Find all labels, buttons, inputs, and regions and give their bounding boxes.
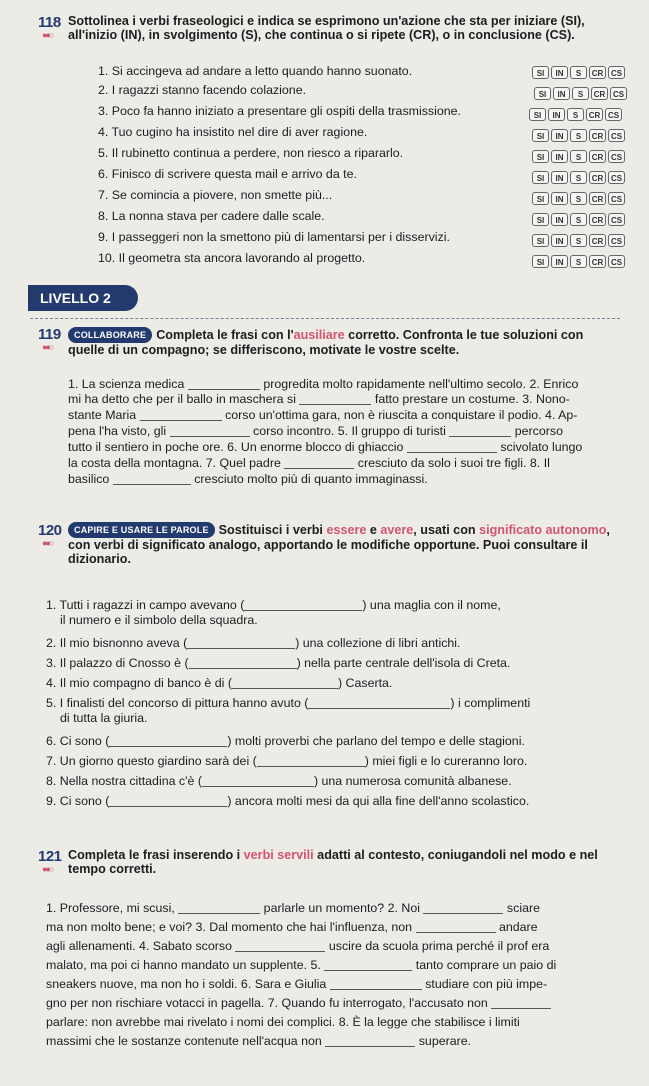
option-s[interactable]: S (572, 87, 589, 100)
option-in[interactable]: IN (551, 192, 568, 205)
exercise-118-instructions (68, 14, 643, 42)
ex118-item-2: 2. I ragazzi stanno facendo colazione. (98, 83, 307, 97)
answer-blank[interactable] (109, 735, 227, 747)
text: ) i complimenti (450, 696, 531, 710)
answer-blank[interactable] (324, 959, 412, 971)
text: 8. Nella nostra cittadina c'è ( (46, 774, 202, 788)
text: ) una collezione di libri antichi. (295, 636, 461, 650)
ex119-line-3 (68, 408, 577, 422)
exercise-120-number: 120 (38, 522, 62, 539)
ex118-item-3: 3. Poco fa hanno iniziato a presentare gli ospiti della trasmissione. (98, 104, 461, 118)
instr-text: corretto. Confronta le tue soluzioni con (344, 328, 584, 342)
text: andare (498, 920, 538, 934)
text: tutto il sentiero in poche ore. 6. Un enorme blocco di ghiaccio (68, 440, 404, 454)
ex120-item-5 (46, 696, 530, 710)
answer-options-row (532, 129, 625, 142)
text: uscire da scuola prima perché il prof era (328, 939, 550, 953)
text: fatto prestare un costume. 3. Nono- (374, 392, 570, 406)
answer-blank[interactable] (113, 473, 191, 485)
answer-options-row (534, 87, 627, 100)
ex118-item-9: 9. I passeggeri non la smettono più di lamentarsi per i disservizi. (98, 230, 450, 244)
instr-text: Completa le frasi con l' (156, 328, 294, 342)
ex119-line-2 (68, 392, 570, 406)
option-s[interactable]: S (570, 150, 587, 163)
option-cr[interactable]: CR (589, 192, 606, 205)
option-cs[interactable]: CS (610, 87, 627, 100)
option-cr[interactable]: CR (589, 66, 606, 79)
answer-blank[interactable] (449, 425, 511, 437)
ex118-item-8: 8. La nonna stava per cadere dalle scale. (98, 209, 325, 223)
text: mi ha detto che per il ballo in maschera si (68, 392, 296, 406)
ex118-item-4: 4. Tuo cugino ha insistito nel dire di aver ragione. (98, 125, 368, 139)
text: pena l'ha visto, gli (68, 424, 167, 438)
instr-text: adatti al contesto, coniugandoli nel modo e nel (313, 848, 598, 862)
answer-options-row (532, 171, 625, 184)
text: 2. Il mio bisnonno aveva ( (46, 636, 188, 650)
ex119-line-1 (68, 377, 578, 391)
text: ) una maglia con il nome, (362, 598, 501, 612)
vocabulary-tag: CAPIRE E USARE LE PAROLE (68, 522, 215, 538)
text: stante Maria (68, 408, 137, 422)
answer-options-row (532, 255, 625, 268)
ex119-line-5 (68, 440, 582, 454)
instr-text: , usati con (413, 523, 480, 537)
instruction-line: quelle di un compagno; se differiscono, motivate le vostre scelte. (68, 343, 460, 357)
option-cr[interactable]: CR (586, 108, 603, 121)
text: 9. Ci sono ( (46, 794, 110, 808)
option-s[interactable]: S (570, 129, 587, 142)
option-s[interactable]: S (570, 213, 587, 226)
text: ) ancora molti mesi da qui alla fine dell'anno scolastico. (227, 794, 530, 808)
option-s[interactable]: S (570, 171, 587, 184)
ex119-line-4 (68, 424, 563, 438)
text: massimi che le sostanze contenute nell'acqua non (46, 1034, 322, 1048)
collaborare-tag: COLLABORARE (68, 327, 152, 343)
ex120-item-5-cont: di tutta la giuria. (60, 711, 148, 725)
answer-blank[interactable] (178, 902, 260, 914)
answer-blank[interactable] (325, 1035, 415, 1047)
text: cresciuto da solo i suoi tre figli. 8. Il (357, 456, 550, 470)
option-cs[interactable]: CS (608, 255, 625, 268)
text: 1. La scienza medica (68, 377, 185, 391)
ex120-item-1 (46, 598, 501, 612)
instr-text: e (366, 523, 381, 537)
option-in[interactable]: IN (553, 87, 570, 100)
text: ) Caserta. (337, 676, 393, 690)
highlight-word: avere (380, 523, 414, 537)
text: agli allenamenti. 4. Sabato scorso (46, 939, 232, 953)
option-in[interactable]: IN (551, 234, 568, 247)
text: parlarle un momento? 2. Noi (263, 901, 421, 915)
text: scivolato lungo (500, 440, 583, 454)
answer-blank[interactable] (407, 441, 497, 453)
option-s[interactable]: S (570, 255, 587, 268)
ex121-line-8 (46, 1034, 471, 1048)
instr-text: Sostituisci i verbi (218, 523, 327, 537)
instr-text: , (606, 523, 610, 537)
answer-options-row (532, 192, 625, 205)
answer-blank[interactable] (170, 425, 250, 437)
text: 7. Un giorno questo giardino sarà dei ( (46, 754, 257, 768)
answer-options-row (532, 150, 625, 163)
instruction-line (68, 848, 643, 862)
answer-blank[interactable] (284, 457, 354, 469)
option-s[interactable]: S (570, 234, 587, 247)
ex121-line-5 (46, 977, 547, 991)
instruction-line: Sottolinea i verbi fraseologici e indica se esprimono un'azione che sta per iniziare (SI), (68, 14, 585, 28)
ex121-line-3 (46, 939, 549, 953)
option-cs[interactable]: CS (608, 150, 625, 163)
highlight-word: ausiliare (293, 328, 345, 342)
ex120-item-4 (46, 676, 392, 690)
option-si[interactable]: SI (532, 192, 549, 205)
text: ) miei figli e lo cureranno loro. (364, 754, 528, 768)
text: progredita molto rapidamente nell'ultimo secolo. 2. Enrico (263, 377, 579, 391)
ex120-item-8 (46, 774, 512, 788)
option-si[interactable]: SI (532, 150, 549, 163)
instruction-line: all'inizio (IN), in svolgimento (S), che continua o si ripete (CR), o in conclusione (CS). (68, 28, 575, 42)
option-si[interactable]: SI (532, 66, 549, 79)
text: 6. Ci sono ( (46, 734, 110, 748)
answer-options-row (532, 66, 625, 79)
option-cs[interactable]: CS (608, 171, 625, 184)
ex121-line-2 (46, 920, 538, 934)
answer-blank[interactable] (202, 775, 314, 787)
text: basilico (68, 472, 110, 486)
ex119-line-6 (68, 456, 550, 470)
difficulty-dots-icon: ●●○ (42, 30, 53, 40)
answer-blank[interactable] (235, 940, 325, 952)
ex118-item-6: 6. Finisco di scrivere questa mail e arrivo da te. (98, 167, 357, 181)
exercise-120-instructions (68, 522, 643, 566)
answer-blank[interactable] (244, 599, 362, 611)
difficulty-dots-icon: ●●○ (42, 342, 53, 352)
option-cr[interactable]: CR (589, 213, 606, 226)
option-cs[interactable]: CS (608, 213, 625, 226)
text: studiare con più impe- (425, 977, 548, 991)
instr-text: Completa le frasi inserendo i (68, 848, 244, 862)
text: ) molti proverbi che parlano del tempo e delle stagioni. (227, 734, 525, 748)
exercise-118-number: 118 (38, 14, 61, 31)
option-in[interactable]: IN (551, 171, 568, 184)
ex118-item-7: 7. Se comincia a piovere, non smette più... (98, 188, 333, 202)
option-si[interactable]: SI (532, 255, 549, 268)
ex120-item-2 (46, 636, 461, 650)
option-s[interactable]: S (570, 66, 587, 79)
ex118-item-5: 5. Il rubinetto continua a perdere, non riesco a ripararlo. (98, 146, 404, 160)
option-in[interactable]: IN (548, 108, 565, 121)
exercise-119-number: 119 (38, 326, 61, 343)
instruction-line (68, 327, 643, 343)
option-in[interactable]: IN (551, 129, 568, 142)
text: gno per non rischiare votacci in pagella. 7. Quando fu interrogato, l'accusato non (46, 996, 488, 1010)
instruction-line: con verbi di significato analogo, apportando le modifiche opportune. Puoi consultare il (68, 538, 588, 552)
ex119-line-7 (68, 472, 428, 486)
option-cs[interactable]: CS (608, 129, 625, 142)
answer-blank[interactable] (491, 997, 551, 1009)
text: 3. Il palazzo di Cnosso è ( (46, 656, 189, 670)
exercise-119-instructions (68, 327, 643, 357)
text: 5. I finalisti del concorso di pittura hanno avuto ( (46, 696, 309, 710)
answer-blank[interactable] (308, 697, 450, 709)
section-divider (30, 318, 620, 319)
exercise-121-instructions (68, 848, 643, 876)
option-in[interactable]: IN (551, 150, 568, 163)
ex120-item-9 (46, 794, 529, 808)
ex120-item-6 (46, 734, 525, 748)
option-cs[interactable]: CS (608, 192, 625, 205)
ex121-line-4 (46, 958, 556, 972)
option-si[interactable]: SI (532, 129, 549, 142)
option-cs[interactable]: CS (608, 234, 625, 247)
answer-options-row (532, 213, 625, 226)
text: superare. (418, 1034, 472, 1048)
ex120-item-1-cont: il numero e il simbolo della squadra. (60, 613, 258, 627)
ex120-item-3 (46, 656, 510, 670)
text: percorso (514, 424, 563, 438)
text: ) nella parte centrale dell'isola di Creta. (296, 656, 511, 670)
option-s[interactable]: S (567, 108, 584, 121)
text: cresciuto molto più di quanto immaginassi. (194, 472, 428, 486)
option-cr[interactable]: CR (589, 234, 606, 247)
difficulty-dots-icon: ●●○ (42, 864, 53, 874)
answer-blank[interactable] (188, 378, 260, 390)
instruction-line (68, 522, 643, 538)
option-si[interactable]: SI (532, 213, 549, 226)
text: 1. Professore, mi scusi, (46, 901, 175, 915)
text: la costa della montagna. 7. Quel padre (68, 456, 281, 470)
difficulty-dots-icon: ●●○ (42, 538, 53, 548)
option-cr[interactable]: CR (589, 255, 606, 268)
text: 4. Il mio compagno di banco è di ( (46, 676, 232, 690)
text: tanto comprare un paio di (415, 958, 557, 972)
option-in[interactable]: IN (551, 66, 568, 79)
text: ma non molto bene; e voi? 3. Dal momento che hai l'influenza, non (46, 920, 413, 934)
option-cr[interactable]: CR (589, 129, 606, 142)
ex118-item-1: 1. Si accingeva ad andare a letto quando hanno suonato. (98, 64, 413, 78)
ex120-item-7 (46, 754, 527, 768)
option-in[interactable]: IN (551, 255, 568, 268)
answer-blank[interactable] (140, 409, 222, 421)
answer-blank[interactable] (189, 657, 297, 669)
ex121-line-6 (46, 996, 551, 1010)
ex121-line-7: parlare: non avrebbe mai rivelato i nomi dei complici. 8. È la legge che stabilisce i limiti (46, 1015, 520, 1029)
answer-blank[interactable] (299, 393, 371, 405)
option-si[interactable]: SI (532, 171, 549, 184)
text: sneakers nuove, ma non ho i soldi. 6. Sara e Giulia (46, 977, 327, 991)
answer-blank[interactable] (257, 755, 365, 767)
option-cs[interactable]: CS (608, 66, 625, 79)
text: corso incontro. 5. Il gruppo di turisti (253, 424, 446, 438)
answer-blank[interactable] (423, 902, 503, 914)
text: ) una numerosa comunità albanese. (313, 774, 512, 788)
instruction-line: tempo corretti. (68, 862, 157, 876)
text: malato, ma poi ci hanno mandato un supplente. 5. (46, 958, 321, 972)
option-si[interactable]: SI (532, 234, 549, 247)
answer-blank[interactable] (109, 795, 227, 807)
text: 1. Tutti i ragazzi in campo avevano ( (46, 598, 245, 612)
answer-options-row (529, 108, 622, 121)
answer-options-row (532, 234, 625, 247)
option-cr[interactable]: CR (589, 150, 606, 163)
ex118-item-10: 10. Il geometra sta ancora lavorando al progetto. (98, 251, 366, 265)
highlight-word: verbi servili (243, 848, 314, 862)
level-banner: LIVELLO 2 (28, 285, 138, 311)
option-cr[interactable]: CR (591, 87, 608, 100)
option-in[interactable]: IN (551, 213, 568, 226)
option-cr[interactable]: CR (589, 171, 606, 184)
option-cs[interactable]: CS (605, 108, 622, 121)
option-s[interactable]: S (570, 192, 587, 205)
highlight-word: essere (326, 523, 367, 537)
option-si[interactable]: SI (534, 87, 551, 100)
answer-blank[interactable] (232, 677, 338, 689)
answer-blank[interactable] (187, 637, 295, 649)
text: corso un'ottima gara, non è riuscita a conquistare il podio. 4. Ap- (225, 408, 578, 422)
answer-blank[interactable] (330, 978, 422, 990)
exercise-121-number: 121 (38, 848, 62, 865)
highlight-word: significato autonomo (479, 523, 607, 537)
answer-blank[interactable] (416, 921, 496, 933)
instruction-line: dizionario. (68, 552, 131, 566)
ex121-line-1 (46, 901, 540, 915)
text: sciare (506, 901, 540, 915)
option-si[interactable]: SI (529, 108, 546, 121)
